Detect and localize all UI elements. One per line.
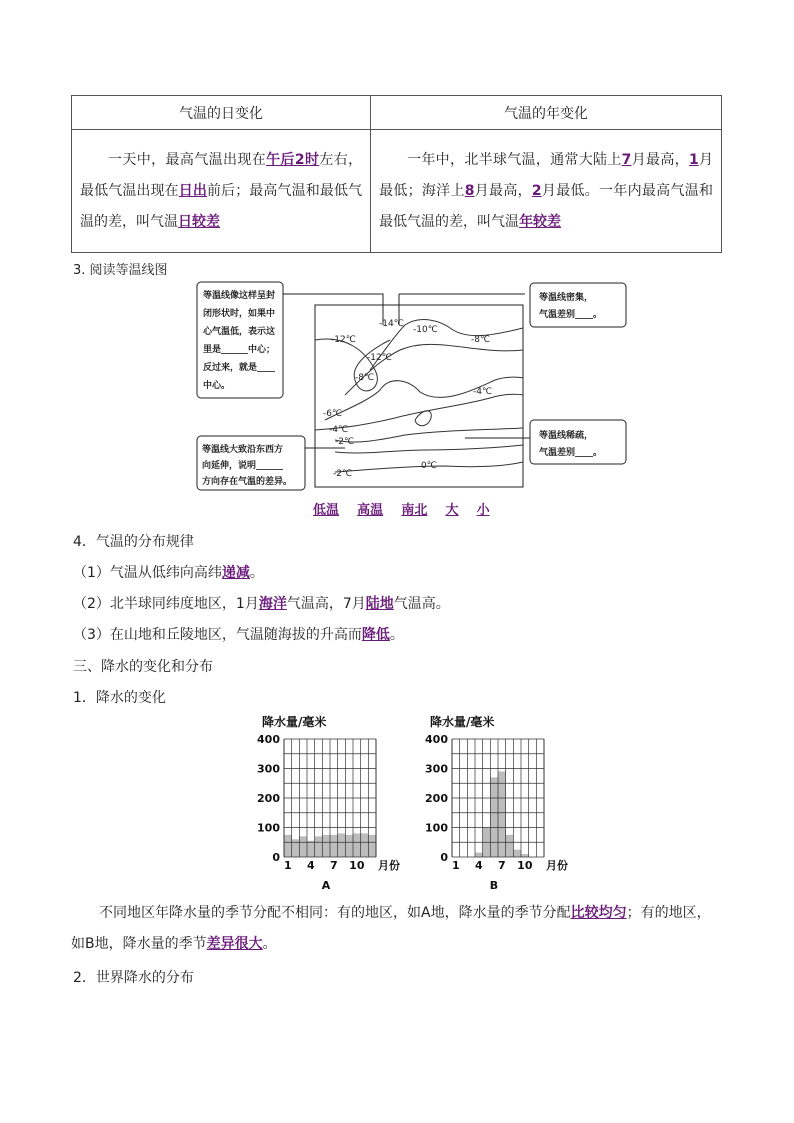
- callout-text: 等温线稀疏，: [539, 431, 594, 441]
- precip-sub1: 1．降水的变化: [73, 690, 166, 706]
- x-tick-label: 10: [349, 859, 365, 872]
- answer-high: 高温: [357, 503, 384, 518]
- x-tick-label: 7: [330, 859, 338, 872]
- precip-chart-b: [420, 712, 570, 897]
- callout-text: 等温线密集，: [539, 293, 594, 303]
- bar-month-6: [490, 777, 498, 857]
- y-tick-label: 300: [257, 762, 280, 776]
- daily-text-2: 左右，最低气温出现在: [80, 151, 363, 199]
- section3-title: 3. 阅读等温线图: [73, 263, 168, 278]
- answer-8: 8: [464, 182, 475, 199]
- iso-label: -4℃: [473, 387, 493, 397]
- answer-lower: 降低: [361, 627, 390, 643]
- daily-text-1: 一天中，最高气温出现在: [108, 151, 267, 168]
- y-tick-label: 200: [425, 792, 448, 805]
- bar-month-1: [284, 835, 292, 857]
- header-annual: 气温的年变化: [371, 96, 722, 130]
- answer-decrease: 递减: [221, 565, 250, 581]
- bar-month-12: [368, 835, 376, 857]
- annual-text-2: 月最高，: [631, 151, 689, 168]
- y-tick-label: 200: [257, 792, 280, 805]
- x-axis-label: 月份: [546, 859, 568, 872]
- annual-text-5: 月最低。一年内最高气温和最低气温的差，叫气温: [379, 182, 714, 230]
- iso-label: -12℃: [331, 335, 356, 345]
- x-tick-label: 4: [307, 859, 315, 872]
- callout-text: 等温线大致沿东西方: [202, 445, 284, 455]
- callout-text: 气温差别____。: [539, 310, 603, 320]
- answer-annual-range: 年较差: [519, 213, 562, 230]
- annual-text-3: 月最低；海洋上: [379, 151, 714, 199]
- bar-month-7: [330, 835, 338, 857]
- bar-month-6: [322, 835, 330, 857]
- callout-text: 中心。: [203, 381, 231, 391]
- section4-line3: （3）在山地和丘陵地区，气温随海拔的升高而降低。: [73, 627, 404, 643]
- iso-label: -8℃: [471, 335, 491, 345]
- answer-sunrise: 日出: [178, 182, 207, 199]
- bar-month-11: [361, 833, 369, 857]
- answer-afternoon: 午后2时: [266, 151, 320, 168]
- bar-month-3: [299, 836, 307, 857]
- precip-sub2: 2．世界降水的分布: [73, 970, 194, 986]
- bar-month-8: [506, 835, 514, 857]
- callout-text: 方向存在气温的差异。: [202, 477, 293, 487]
- callout-text: 心气温低，表示这: [203, 327, 276, 337]
- answer-even: 比较均匀: [570, 905, 627, 921]
- callout-text: 气温差别____。: [539, 448, 603, 458]
- section4-title: 4．气温的分布规律: [73, 534, 194, 550]
- chart-caption: A: [321, 879, 331, 892]
- daily-text-3: 前后；最高气温和最低气温的差，叫气温: [80, 182, 363, 230]
- precip-chart-a: [252, 712, 400, 897]
- answer-daily-range: 日较差: [178, 213, 220, 230]
- section4-line1: （1）气温从低纬向高纬递减。: [73, 565, 264, 581]
- callout-text: 向延伸，说明______: [202, 461, 284, 471]
- iso-label: 0℃: [421, 461, 437, 471]
- y-tick-label: 100: [425, 821, 448, 835]
- x-tick-label: 1: [284, 859, 292, 872]
- x-tick-label: 1: [452, 859, 460, 872]
- y-tick-label: 400: [425, 733, 448, 746]
- x-tick-label: 7: [498, 859, 506, 872]
- y-tick-label: 400: [257, 733, 280, 746]
- chart-title: 降水量/毫米: [262, 715, 327, 729]
- annual-text-4: 月最高，: [474, 182, 532, 199]
- bar-month-4: [307, 841, 315, 857]
- x-tick-label: 10: [517, 859, 533, 872]
- bar-month-5: [315, 836, 323, 857]
- bar-month-4: [475, 853, 483, 857]
- answer-2: 2: [531, 182, 542, 199]
- callout-text: 等温线像这样呈封: [203, 291, 276, 301]
- annual-cell: [371, 130, 722, 253]
- callout-sparse: [530, 420, 626, 464]
- y-tick-label: 0: [272, 851, 280, 864]
- iso-label: -2℃: [335, 437, 355, 447]
- y-tick-label: 0: [440, 851, 448, 864]
- iso-label: -14℃: [379, 319, 404, 329]
- chart-caption: B: [489, 879, 499, 892]
- iso-label: -6℃: [323, 409, 343, 419]
- precip-paragraph: 不同地区年降水量的季节分配不相同：有的地区，如A地，降水量的季节分配比较均匀；有的地区，如B地，降水量的季节差异很大。: [71, 905, 711, 952]
- bar-month-9: [345, 835, 353, 857]
- answer-big: 大: [445, 503, 459, 518]
- daily-cell: [72, 130, 371, 253]
- answer-large-diff: 差异很大: [206, 936, 263, 952]
- x-axis-label: 月份: [378, 859, 400, 872]
- bar-month-9: [513, 850, 521, 857]
- bar-month-10: [353, 833, 361, 857]
- answer-north-south: 南北: [401, 503, 428, 518]
- isotherm-map: [195, 280, 635, 492]
- callout-east-west: [197, 436, 305, 490]
- answer-1: 1: [688, 151, 699, 168]
- callout-dense: [530, 283, 626, 327]
- callout-text: 里是______中心；: [203, 345, 276, 355]
- bar-month-8: [338, 833, 346, 857]
- isotherm-answers: [313, 499, 504, 518]
- section4-line2: （2）北半球同纬度地区，1月海洋气温高，7月陆地气温高。: [73, 596, 450, 612]
- iso-label: -2℃: [333, 469, 353, 479]
- y-tick-label: 300: [425, 762, 448, 776]
- callout-text: 闭形状时，如果中: [203, 309, 276, 319]
- bar-month-7: [498, 771, 506, 857]
- callout-closed-isotherm: [197, 282, 283, 398]
- answer-7: 7: [621, 151, 632, 168]
- temperature-variation-table: [71, 95, 722, 253]
- answer-ocean: 海洋: [258, 596, 287, 612]
- header-daily: 气温的日变化: [72, 96, 371, 130]
- iso-label: -12℃: [367, 353, 392, 363]
- iso-label: -4℃: [329, 425, 349, 435]
- answer-land: 陆地: [365, 596, 394, 612]
- bar-month-10: [521, 854, 529, 857]
- answer-low: 低温: [313, 503, 340, 518]
- annual-text-1: 一年中，北半球气温，通常大陆上: [407, 151, 622, 168]
- answer-small: 小: [476, 503, 490, 518]
- callout-text: 反过来，就是____: [203, 363, 276, 373]
- chart-title: 降水量/毫米: [430, 715, 495, 729]
- y-tick-label: 100: [257, 821, 280, 835]
- precip-heading: 三、降水的变化和分布: [73, 659, 213, 675]
- iso-label: -8℃: [355, 373, 375, 383]
- iso-label: -10℃: [413, 325, 438, 335]
- x-tick-label: 4: [475, 859, 483, 872]
